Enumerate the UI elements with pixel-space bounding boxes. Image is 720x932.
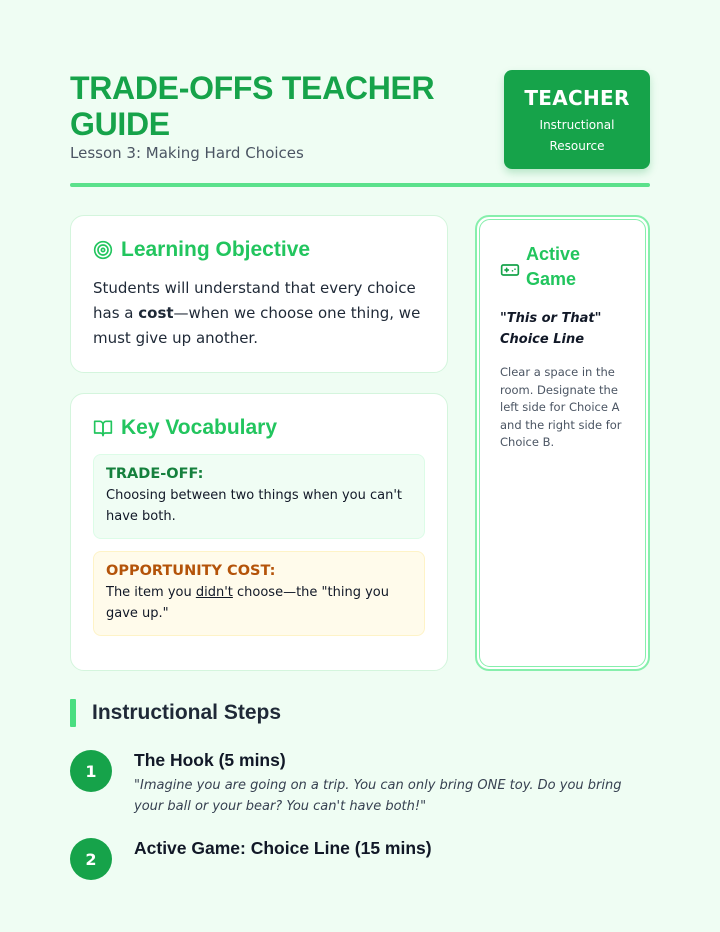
- badge-title: TEACHER: [524, 86, 630, 110]
- vocab-definition: [106, 582, 412, 624]
- active-game-card: [475, 215, 650, 671]
- active-game-header: [500, 242, 625, 292]
- teacher-badge: [504, 70, 650, 169]
- vocab-def-end: choose—the "thing you gave up.": [106, 585, 389, 621]
- instructional-steps-heading: Instructional Steps: [92, 701, 282, 724]
- objective-text-start: Students will understand that every choice has a: [93, 279, 416, 322]
- vocab-def-underline: didn't: [195, 585, 233, 600]
- step-number: 1: [70, 750, 112, 792]
- instructional-steps-header: [70, 699, 281, 727]
- page-title: TRADE-OFFS TEACHER GUIDE: [70, 70, 435, 142]
- key-vocabulary-card: [70, 393, 448, 671]
- step-text: "Imagine you are going on a trip. You can only bring ONE toy. Do you bring your ball or your bear? You can't have both!": [134, 778, 622, 814]
- step-title: The Hook (5 mins): [134, 750, 286, 770]
- vocab-term: OPPORTUNITY COST:: [106, 563, 276, 579]
- key-vocabulary-heading: Key Vocabulary: [121, 416, 278, 439]
- step-number: 2: [70, 838, 112, 880]
- badge-subtitle: Instructional Resource: [539, 118, 615, 153]
- header-divider: [70, 183, 650, 187]
- vocab-definition: Choosing between two things when you can't have both.: [106, 488, 403, 524]
- vocab-def-start: The item you: [106, 585, 196, 600]
- book-icon: [93, 418, 113, 438]
- learning-objective-card: [70, 215, 448, 373]
- vocab-term: TRADE-OFF:: [106, 466, 204, 482]
- header: [70, 70, 650, 180]
- active-game-description: Clear a space in the room. Designate the left side for Choice A and the right side for Choice B.: [500, 365, 622, 449]
- vocab-item-opportunity-cost: [93, 551, 425, 636]
- page-subtitle: Lesson 3: Making Hard Choices: [70, 144, 304, 162]
- vocab-item-trade-off: [93, 454, 425, 539]
- key-vocabulary-header: [93, 416, 425, 440]
- learning-objective-heading: Learning Objective: [121, 238, 311, 261]
- target-icon: [93, 240, 113, 260]
- section-accent-bar: [70, 699, 76, 727]
- objective-text-end: —when we choose one thing, we must give up another.: [93, 304, 421, 347]
- gamepad-icon: [500, 260, 520, 280]
- learning-objective-header: [93, 238, 425, 262]
- active-game-inner: [479, 219, 646, 667]
- learning-objective-text: [93, 276, 425, 351]
- step-title: Active Game: Choice Line (15 mins): [134, 838, 432, 858]
- active-game-subtitle: "This or That" Choice Line: [500, 311, 602, 347]
- active-game-heading: Active Game: [526, 244, 581, 289]
- objective-text-bold: cost: [138, 304, 174, 322]
